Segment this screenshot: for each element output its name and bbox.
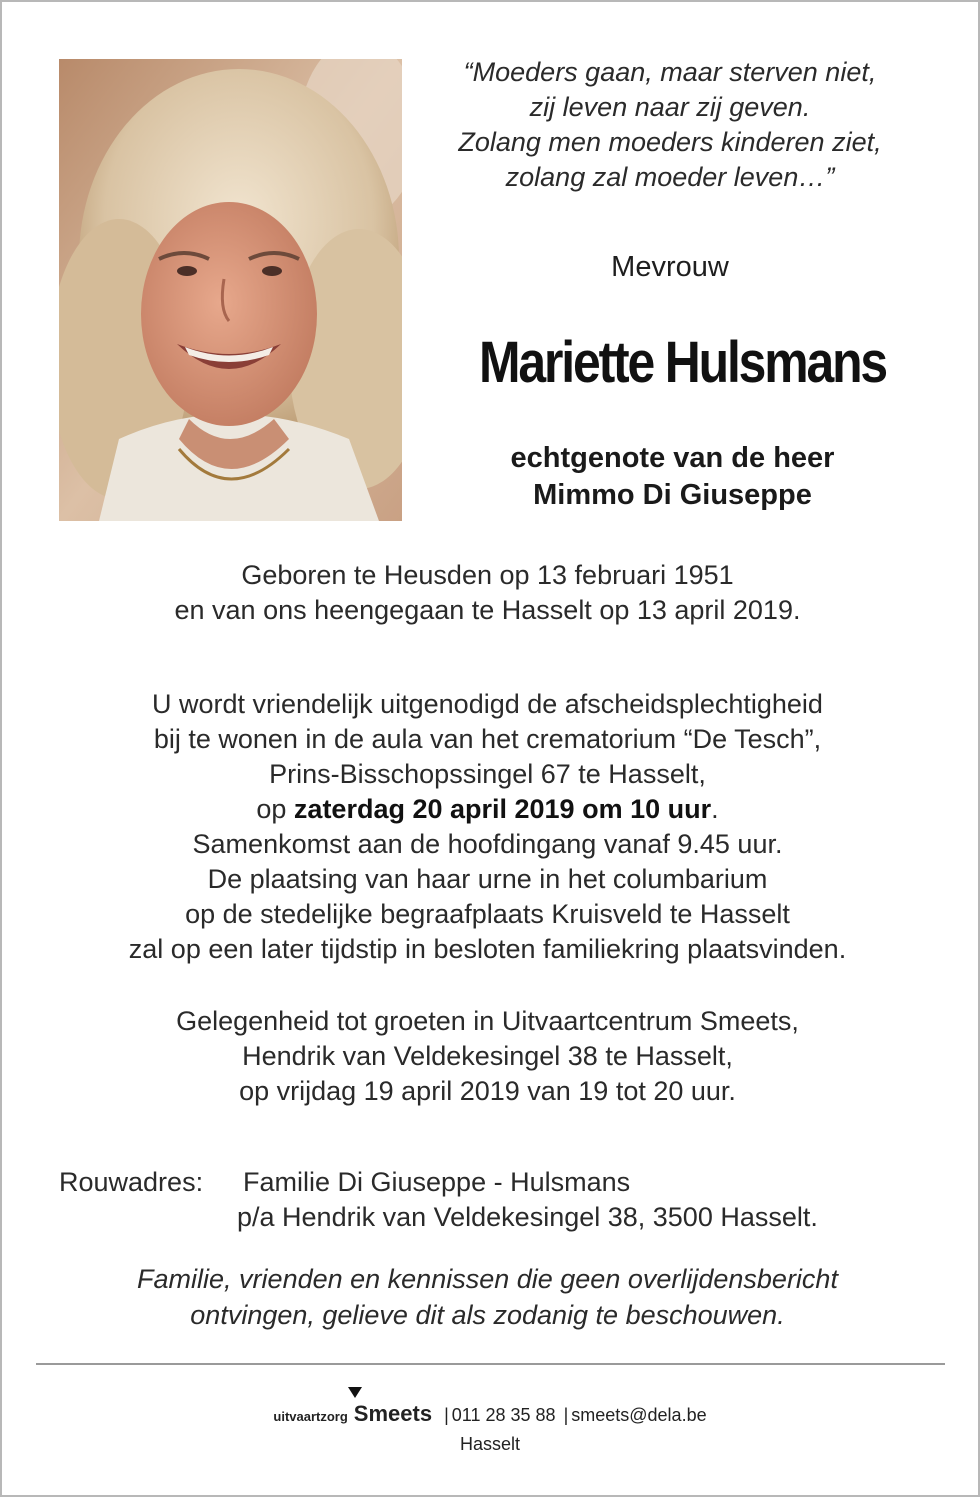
portrait-photo — [59, 59, 402, 521]
greeting-line: Hendrik van Veldekesingel 38 te Hasselt, — [242, 1041, 733, 1071]
mourning-address-family: Familie Di Giuseppe - Hulsmans — [243, 1167, 631, 1197]
portrait-image — [59, 59, 402, 521]
ceremony-line: bij te wonen in de aula van het crematorium “De Tesch”, — [153, 724, 822, 754]
separator: | — [444, 1405, 449, 1425]
brand-logo-text — [354, 1401, 432, 1426]
spouse-name: Mimmo Di Giuseppe — [533, 479, 812, 511]
spouse-info — [410, 440, 935, 514]
ceremony-line: zal op een later tijdstip in besloten familiekring plaatsvinden. — [128, 934, 847, 964]
greeting-info — [40, 1004, 935, 1109]
deceased-name: Mariette Hulsmans — [479, 330, 886, 395]
ceremony-date: zaterdag 20 april 2019 om 10 uur — [293, 794, 712, 824]
mourning-address — [59, 1165, 818, 1235]
email-link[interactable]: smeets@dela.be — [571, 1405, 707, 1425]
death-line: en van ons heengegaan te Hasselt op 13 april 2019. — [174, 595, 801, 625]
closing-note — [40, 1261, 935, 1333]
mourning-address-street: p/a Hendrik van Veldekesingel 38, 3500 Hasselt. — [237, 1202, 818, 1232]
salutation: Mevrouw — [611, 251, 729, 283]
birth-death-info — [40, 558, 935, 628]
greeting-line: Gelegenheid tot groeten in Uitvaartcentrum Smeets, — [176, 1006, 799, 1036]
closing-line: ontvingen, gelieve dit als zodanig te beschouwen. — [190, 1300, 785, 1330]
quote-line: “Moeders gaan, maar sterven niet, — [463, 57, 877, 87]
ceremony-line: U wordt vriendelijk uitgenodigd de afscheidsplechtigheid — [152, 689, 823, 719]
mourning-address-label: Rouwadres: — [59, 1167, 204, 1197]
ceremony-date-line — [40, 792, 935, 827]
birth-line: Geboren te Heusden op 13 februari 1951 — [241, 560, 734, 590]
brand-tagline: uitvaartzorg — [273, 1409, 348, 1424]
ceremony-info — [40, 687, 935, 967]
ceremony-line: Samenkomst aan de hoofdingang vanaf 9.45 uur. — [192, 829, 783, 859]
ceremony-line: Prins-Bisschopssingel 67 te Hasselt, — [269, 759, 706, 789]
footer-city: Hasselt — [459, 1434, 521, 1454]
ceremony-line: De plaatsing van haar urne in het columbarium — [207, 864, 768, 894]
footer-divider — [36, 1363, 945, 1365]
closing-line: Familie, vrienden en kennissen die geen overlijdensbericht — [137, 1264, 838, 1294]
spouse-relation: echtgenote van de heer — [510, 442, 835, 474]
ceremony-date-suffix: . — [711, 794, 719, 824]
quote-line: Zolang men moeders kinderen ziet, — [458, 127, 882, 157]
footer — [0, 1400, 980, 1457]
quote-line: zij leven naar zij geven. — [529, 92, 811, 122]
phone-number: 011 28 35 88 — [451, 1405, 556, 1425]
ceremony-date-prefix: op — [256, 794, 294, 824]
quote-line: zolang zal moeder leven…” — [505, 162, 835, 192]
greeting-line: op vrijdag 19 april 2019 van 19 tot 20 uur. — [239, 1076, 736, 1106]
brand-name: Smeets — [353, 1401, 433, 1426]
separator: | — [563, 1405, 569, 1425]
ceremony-line: op de stedelijke begraafplaats Kruisveld te Hasselt — [185, 899, 790, 929]
memorial-quote — [410, 55, 930, 195]
triangle-logo-icon — [348, 1387, 362, 1398]
